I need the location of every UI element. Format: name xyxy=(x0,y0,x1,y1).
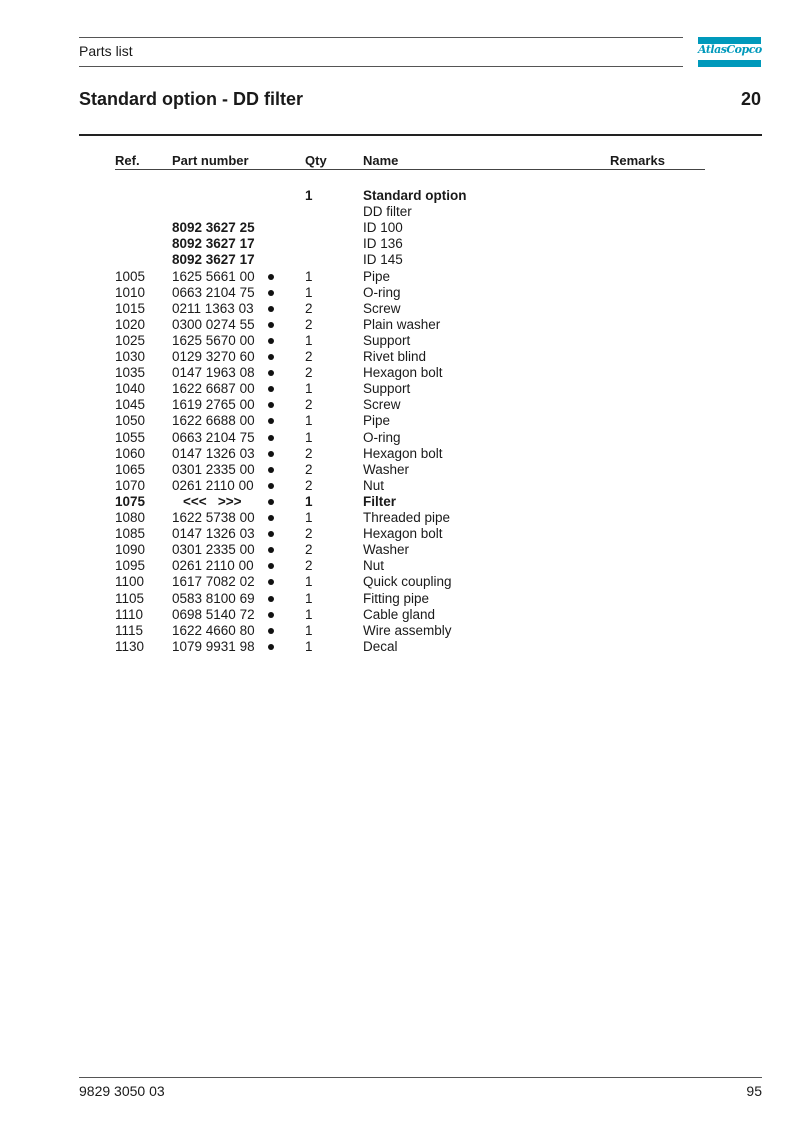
row-qty: 2 xyxy=(305,365,313,381)
row-ref: 1015 xyxy=(115,300,146,316)
row-part-number: 0663 2104 75 xyxy=(172,429,255,445)
row-part-number: 1622 6688 00 xyxy=(172,413,255,429)
row-qty: 1 xyxy=(305,188,313,203)
row-part-number: 0300 0274 55 xyxy=(172,316,255,332)
row-bullet xyxy=(268,515,274,521)
row-part-number: 0147 1326 03 xyxy=(172,526,255,542)
page-number: 95 xyxy=(746,1083,762,1099)
row-bullet xyxy=(268,467,274,473)
row-name: O-ring xyxy=(363,429,401,445)
row-qty: 2 xyxy=(305,316,313,332)
atlas-copco-logo: AtlasCopco xyxy=(698,37,761,67)
row-name: Wire assembly xyxy=(363,622,452,638)
row-bullet xyxy=(268,499,274,505)
row-bullet xyxy=(268,306,274,312)
row-bullet xyxy=(268,483,274,489)
row-name: Quick coupling xyxy=(363,574,452,590)
row-part-number: 0129 3270 60 xyxy=(172,349,255,364)
row-name: O-ring xyxy=(363,284,401,300)
footer-rule xyxy=(79,1077,762,1078)
row-qty: 1 xyxy=(305,332,313,348)
row-qty: 1 xyxy=(305,284,313,300)
row-name: Pipe xyxy=(363,413,391,429)
row-bullet xyxy=(268,402,274,408)
row-qty: 1 xyxy=(305,510,313,525)
row-bullet xyxy=(268,386,274,392)
row-name: Screw xyxy=(363,300,401,316)
row-part-number: 1617 7082 02 xyxy=(172,574,255,590)
row-name: Rivet blind xyxy=(363,349,427,364)
row-bullet xyxy=(268,644,274,650)
row-part-number: 0147 1963 08 xyxy=(172,365,255,381)
row-ref: 1070 xyxy=(115,477,146,493)
row-name: ID 100 xyxy=(363,220,403,236)
row-qty: 2 xyxy=(305,461,313,477)
row-name: Fitting pipe xyxy=(363,590,430,606)
row-bullet xyxy=(268,322,274,328)
row-ref: 1110 xyxy=(115,606,144,622)
row-part-number: 0301 2335 00 xyxy=(172,542,255,558)
row-ref: 1085 xyxy=(115,526,146,542)
row-ref: 1115 xyxy=(115,622,144,638)
row-name: Pipe xyxy=(363,268,391,284)
row-ref: 1020 xyxy=(115,316,146,332)
row-name: Threaded pipe xyxy=(363,510,451,525)
row-part-number: 0211 1363 03 xyxy=(172,300,254,316)
row-qty: 2 xyxy=(305,542,313,558)
row-bullet xyxy=(268,596,274,602)
row-part-number: 8092 3627 17 xyxy=(172,252,255,268)
row-part-number: <<< >>> xyxy=(183,493,242,509)
column-header-remarks: Remarks xyxy=(610,153,665,168)
row-name: ID 136 xyxy=(363,236,403,252)
row-name: Cable gland xyxy=(363,606,436,622)
row-ref: 1010 xyxy=(115,284,146,300)
row-name: ID 145 xyxy=(363,252,403,268)
row-name: Plain washer xyxy=(363,316,441,332)
row-qty: 2 xyxy=(305,397,313,413)
row-name: Decal xyxy=(363,638,398,654)
row-ref: 1005 xyxy=(115,268,146,284)
row-part-number: 0663 2104 75 xyxy=(172,284,255,300)
row-ref: 1090 xyxy=(115,542,146,558)
row-qty: 2 xyxy=(305,477,313,493)
row-part-number: 1079 9931 98 xyxy=(172,638,255,654)
row-name: DD filter xyxy=(363,204,412,220)
row-qty: 1 xyxy=(305,413,313,429)
row-ref: 1025 xyxy=(115,332,146,348)
column-header-qty: Qty xyxy=(305,153,327,168)
row-ref: 1095 xyxy=(115,558,146,574)
row-ref: 1075 xyxy=(115,493,146,509)
row-bullet xyxy=(268,274,274,280)
row-name: Support xyxy=(363,332,411,348)
row-part-number: 1622 5738 00 xyxy=(172,510,255,525)
row-name: Nut xyxy=(363,477,385,493)
row-part-number: 0583 8100 69 xyxy=(172,590,255,606)
section-label: Parts list xyxy=(79,43,133,59)
row-ref: 1055 xyxy=(115,429,146,445)
header-rule xyxy=(115,169,705,170)
row-name: Washer xyxy=(363,461,410,477)
row-ref: 1130 xyxy=(115,638,145,654)
row-part-number: 8092 3627 17 xyxy=(172,236,255,252)
row-bullet xyxy=(268,563,274,569)
row-name: Hexagon bolt xyxy=(363,445,443,461)
row-bullet xyxy=(268,338,274,344)
row-bullet xyxy=(268,354,274,360)
row-qty: 1 xyxy=(305,590,313,606)
row-name: Screw xyxy=(363,397,401,413)
row-ref: 1035 xyxy=(115,365,146,381)
row-bullet xyxy=(268,370,274,376)
row-qty: 2 xyxy=(305,526,313,542)
row-name: Filter xyxy=(363,493,397,509)
row-bullet xyxy=(268,612,274,618)
row-bullet xyxy=(268,451,274,457)
row-part-number: 1625 5670 00 xyxy=(172,332,255,348)
row-bullet xyxy=(268,579,274,585)
row-ref: 1100 xyxy=(115,574,145,590)
row-qty: 1 xyxy=(305,381,313,397)
row-ref: 1040 xyxy=(115,381,146,397)
row-qty: 1 xyxy=(305,606,313,622)
row-part-number: 0147 1326 03 xyxy=(172,445,255,461)
row-name: Support xyxy=(363,381,411,397)
row-part-number: 8092 3627 25 xyxy=(172,220,255,236)
row-bullet xyxy=(268,547,274,553)
row-bullet xyxy=(268,418,274,424)
row-qty: 2 xyxy=(305,558,313,574)
document-number: 9829 3050 03 xyxy=(79,1083,165,1099)
header-bottom-rule xyxy=(79,66,683,67)
row-part-number: 0261 2110 00 xyxy=(172,558,254,574)
row-qty: 2 xyxy=(305,349,313,364)
row-part-number: 0261 2110 00 xyxy=(172,477,254,493)
row-qty: 1 xyxy=(305,622,313,638)
row-bullet xyxy=(268,290,274,296)
row-qty: 1 xyxy=(305,429,313,445)
row-ref: 1105 xyxy=(115,590,145,606)
row-part-number: 0301 2335 00 xyxy=(172,461,255,477)
row-ref: 1060 xyxy=(115,445,146,461)
title-rule xyxy=(79,134,762,136)
row-ref: 1080 xyxy=(115,510,146,525)
row-qty: 1 xyxy=(305,268,313,284)
row-ref: 1065 xyxy=(115,461,146,477)
section-number: 20 xyxy=(740,89,761,109)
row-bullet xyxy=(268,435,274,441)
row-part-number: 0698 5140 72 xyxy=(172,606,255,622)
row-name: Standard option xyxy=(363,188,467,203)
header-top-rule xyxy=(79,37,683,38)
row-qty: 2 xyxy=(305,445,313,461)
row-qty: 1 xyxy=(305,638,313,654)
row-bullet xyxy=(268,531,274,537)
row-part-number: 1622 4660 80 xyxy=(172,622,255,638)
column-header-name: Name xyxy=(363,153,399,168)
page-title: Standard option - DD filter xyxy=(79,89,303,109)
row-name: Hexagon bolt xyxy=(363,526,443,542)
row-part-number: 1622 6687 00 xyxy=(172,381,255,397)
row-name: Hexagon bolt xyxy=(363,365,443,381)
row-part-number: 1625 5661 00 xyxy=(172,268,255,284)
row-part-number: 1619 2765 00 xyxy=(172,397,255,413)
row-name: Washer xyxy=(363,542,410,558)
row-ref: 1050 xyxy=(115,413,146,429)
row-ref: 1030 xyxy=(115,349,146,364)
row-name: Nut xyxy=(363,558,385,574)
row-qty: 1 xyxy=(305,493,313,509)
row-bullet xyxy=(268,628,274,634)
column-header-part-number: Part number xyxy=(172,153,249,168)
row-qty: 1 xyxy=(305,574,313,590)
row-qty: 2 xyxy=(305,300,313,316)
column-header-ref: Ref. xyxy=(115,153,140,168)
row-ref: 1045 xyxy=(115,397,146,413)
